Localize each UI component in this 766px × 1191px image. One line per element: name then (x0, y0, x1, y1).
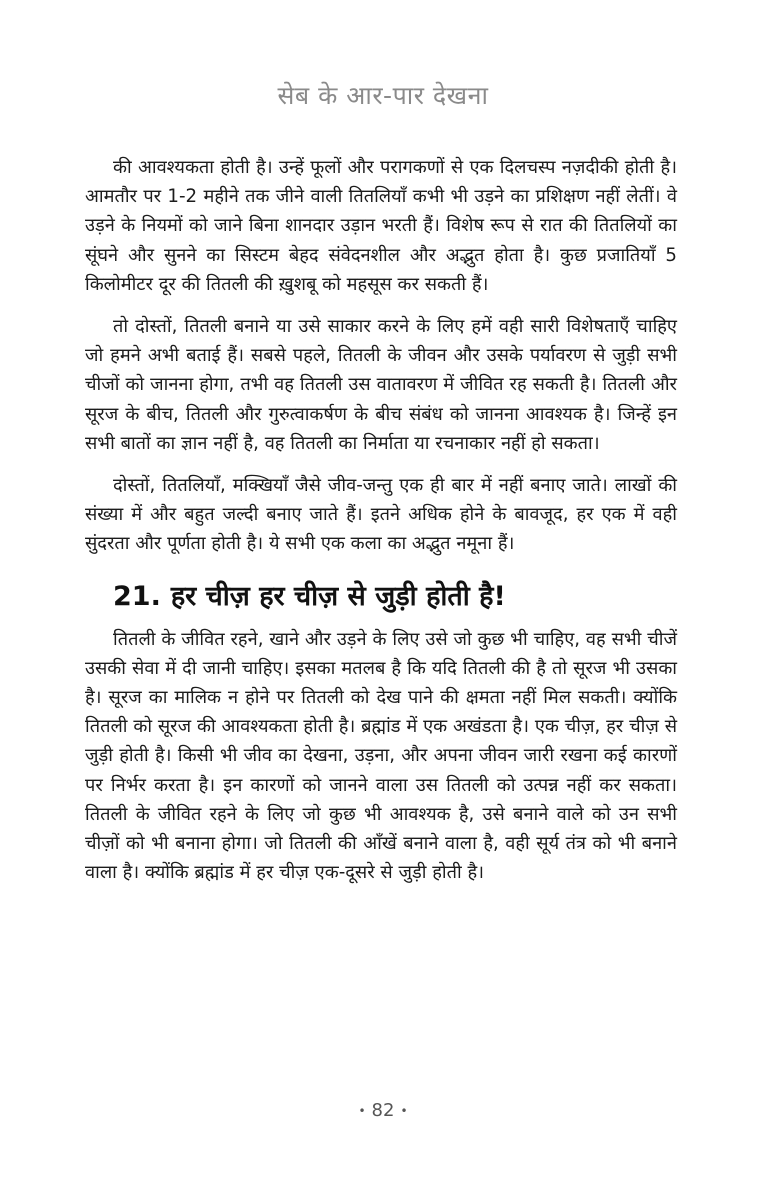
section-number: 21. (113, 580, 161, 612)
paragraph: तितली के जीवित रहने, खाने और उड़ने के लिए उसे जो कुछ भी चाहिए, वह सभी चीजें उसकी सेवा में दी जानी चाहिए। इसका मतलब है कि यदि तितली की है तो सूरज भी उसका है। सूरज का मालिक न होने पर तितली को देख पाने की क्षमता नहीं मिल सकती। क्योंकि तितली को सूरज की आवश्यकता होती है। ब्रह्मांड में एक अखंडता है। एक चीज़, हर चीज़ से जुड़ी होती है। किसी भी जीव का देखना, उड़ना, और अपना जीवन जारी रखना कई कारणों पर निर्भर करता है। इन कारणों को जानने वाला उस तितली को उत्पन्न नहीं कर सकता। तितली के जीवित रहने के लिए जो कुछ भी आवश्यक है, उसे बनाने वाले को उन सभी चीज़ों को भी बनाना होगा। जो तितली की आँखें बनाने वाला है, वही सूर्य तंत्र को भी बनाने वाला है। क्योंकि ब्रह्मांड में हर चीज़ एक-दूसरे से जुड़ी होती है। (85, 628, 677, 884)
paragraph: दोस्तों, तितलियाँ, मक्खियाँ जैसे जीव-जन्तु एक ही बार में नहीं बनाए जाते। लाखों की संख्या में और बहुत जल्दी बनाए जाते हैं। इतने अधिक होने के बावजूद, हर एक में वही सुंदरता और पूर्णता होती है। ये सभी एक कला का अद्भुत नमूना हैं। (85, 475, 677, 555)
running-header: सेब के आर-पार देखना (277, 81, 489, 110)
section-heading (85, 577, 677, 617)
bullet-left: • (358, 1104, 366, 1118)
paragraph: की आवश्यकता होती है। उन्हें फूलों और परागकणों से एक दिलचस्प नज़दीकी होती है। आमतौर पर 1-2 महीने तक जीने वाली तितलियाँ कभी भी उड़ने का प्रशिक्षण नहीं लेतीं। वे उड़ने के नियमों को जाने बिना शानदार उड़ान भरती हैं। विशेष रूप से रात की तितलियों का सूंघने और सुनने का सिस्टम बेहद संवेदनशील और अद्भुत होता है। कुछ प्रजातियाँ 5 किलोमीटर दूर की तितली की ख़ुशबू को महसूस कर सकती हैं। (85, 157, 677, 295)
section-title: हर चीज़ हर चीज़ से जुड़ी होती है! (170, 580, 506, 612)
page-content (85, 153, 677, 900)
paragraph: तो दोस्तों, तितली बनाने या उसे साकार करने के लिए हमें वही सारी विशेषताएँ चाहिए जो हमने अभी बताई हैं। सबसे पहले, तितली के जीवन और उसके पर्यावरण से जुड़ी सभी चीजों को जानना होगा, तभी वह तितली उस वातावरण में जीवित रह सकती है। तितली और सूरज के बीच, तितली और गुरुत्वाकर्षण के बीच संबंध को जानना आवश्यक है। जिन्हें इन सभी बातों का ज्ञान नहीं है, वह तितली का निर्माता या रचनाकार नहीं हो सकता। (85, 316, 677, 454)
bullet-right: • (400, 1104, 408, 1118)
page-number: 82 (371, 1100, 395, 1121)
page-number-footer (0, 1100, 766, 1121)
